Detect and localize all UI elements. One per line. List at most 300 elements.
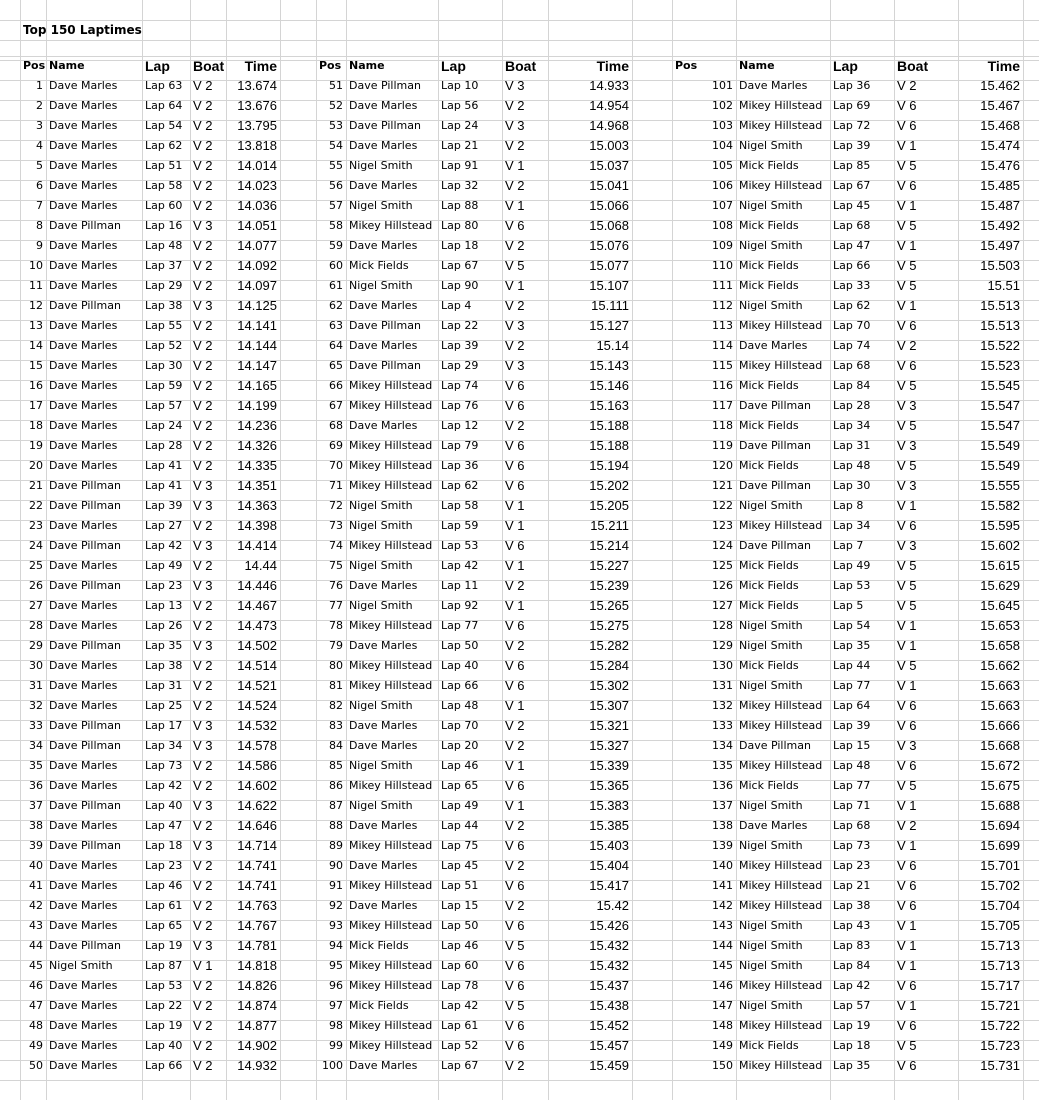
- pos-cell[interactable]: 81: [329, 679, 343, 692]
- pos-cell[interactable]: 44: [29, 939, 43, 952]
- pos-cell[interactable]: 97: [329, 999, 343, 1012]
- name-cell[interactable]: Mikey Hillstead: [739, 859, 823, 872]
- lap-cell[interactable]: Lap 77: [441, 619, 479, 632]
- pos-cell[interactable]: 21: [29, 479, 43, 492]
- time-cell[interactable]: 15.321: [589, 718, 629, 733]
- time-cell[interactable]: 15.163: [589, 398, 629, 413]
- name-cell[interactable]: Nigel Smith: [739, 239, 803, 252]
- name-cell[interactable]: Mick Fields: [739, 579, 799, 592]
- boat-cell[interactable]: V 1: [897, 638, 917, 653]
- time-cell[interactable]: 15.666: [980, 718, 1020, 733]
- lap-cell[interactable]: Lap 63: [145, 79, 183, 92]
- time-cell[interactable]: 15.462: [980, 78, 1020, 93]
- lap-cell[interactable]: Lap 45: [833, 199, 871, 212]
- time-cell[interactable]: 15.327: [589, 738, 629, 753]
- time-cell[interactable]: 14.473: [237, 618, 277, 633]
- lap-cell[interactable]: Lap 45: [441, 859, 479, 872]
- name-cell[interactable]: Dave Marles: [349, 299, 418, 312]
- lap-cell[interactable]: Lap 15: [833, 739, 871, 752]
- boat-cell[interactable]: V 1: [897, 238, 917, 253]
- pos-cell[interactable]: 18: [29, 419, 43, 432]
- lap-cell[interactable]: Lap 90: [441, 279, 479, 292]
- name-cell[interactable]: Dave Pillman: [49, 799, 121, 812]
- boat-cell[interactable]: V 1: [897, 298, 917, 313]
- pos-cell[interactable]: 60: [329, 259, 343, 272]
- name-cell[interactable]: Dave Marles: [49, 859, 118, 872]
- lap-cell[interactable]: Lap 52: [145, 339, 183, 352]
- name-cell[interactable]: Dave Marles: [49, 279, 118, 292]
- boat-cell[interactable]: V 2: [193, 198, 213, 213]
- name-cell[interactable]: Mick Fields: [349, 259, 409, 272]
- lap-cell[interactable]: Lap 69: [833, 99, 871, 112]
- name-cell[interactable]: Nigel Smith: [349, 199, 413, 212]
- pos-cell[interactable]: 37: [29, 799, 43, 812]
- boat-cell[interactable]: V 3: [897, 438, 917, 453]
- name-cell[interactable]: Dave Marles: [349, 99, 418, 112]
- name-cell[interactable]: Mick Fields: [739, 779, 799, 792]
- pos-cell[interactable]: 64: [329, 339, 343, 352]
- pos-cell[interactable]: 104: [712, 139, 733, 152]
- lap-cell[interactable]: Lap 49: [145, 559, 183, 572]
- boat-cell[interactable]: V 6: [897, 758, 917, 773]
- pos-cell[interactable]: 34: [29, 739, 43, 752]
- lap-cell[interactable]: Lap 47: [833, 239, 871, 252]
- lap-cell[interactable]: Lap 80: [441, 219, 479, 232]
- time-cell[interactable]: 14.023: [237, 178, 277, 193]
- time-cell[interactable]: 15.468: [980, 118, 1020, 133]
- time-cell[interactable]: 15.107: [589, 278, 629, 293]
- boat-cell[interactable]: V 2: [505, 818, 525, 833]
- time-cell[interactable]: 15.365: [589, 778, 629, 793]
- pos-cell[interactable]: 55: [329, 159, 343, 172]
- pos-cell[interactable]: 27: [29, 599, 43, 612]
- name-cell[interactable]: Dave Marles: [49, 699, 118, 712]
- header-lap[interactable]: Lap: [145, 58, 170, 74]
- time-cell[interactable]: 14.741: [237, 878, 277, 893]
- time-cell[interactable]: 15.602: [980, 538, 1020, 553]
- boat-cell[interactable]: V 6: [897, 1018, 917, 1033]
- time-cell[interactable]: 14.147: [237, 358, 277, 373]
- pos-cell[interactable]: 56: [329, 179, 343, 192]
- boat-cell[interactable]: V 5: [897, 598, 917, 613]
- time-cell[interactable]: 15.723: [980, 1038, 1020, 1053]
- time-cell[interactable]: 15.629: [980, 578, 1020, 593]
- time-cell[interactable]: 15.214: [589, 538, 629, 553]
- lap-cell[interactable]: Lap 40: [145, 799, 183, 812]
- time-cell[interactable]: 14.763: [237, 898, 277, 913]
- pos-cell[interactable]: 138: [712, 819, 733, 832]
- name-cell[interactable]: Dave Marles: [49, 679, 118, 692]
- boat-cell[interactable]: V 1: [897, 198, 917, 213]
- pos-cell[interactable]: 87: [329, 799, 343, 812]
- lap-cell[interactable]: Lap 53: [145, 979, 183, 992]
- time-cell[interactable]: 14.826: [237, 978, 277, 993]
- lap-cell[interactable]: Lap 22: [441, 319, 479, 332]
- name-cell[interactable]: Dave Marles: [49, 419, 118, 432]
- pos-cell[interactable]: 61: [329, 279, 343, 292]
- pos-cell[interactable]: 109: [712, 239, 733, 252]
- pos-cell[interactable]: 43: [29, 919, 43, 932]
- pos-cell[interactable]: 47: [29, 999, 43, 1012]
- name-cell[interactable]: Nigel Smith: [49, 959, 113, 972]
- lap-cell[interactable]: Lap 56: [441, 99, 479, 112]
- lap-cell[interactable]: Lap 84: [833, 379, 871, 392]
- boat-cell[interactable]: V 6: [897, 358, 917, 373]
- time-cell[interactable]: 15.713: [980, 958, 1020, 973]
- boat-cell[interactable]: V 1: [897, 838, 917, 853]
- time-cell[interactable]: 15.523: [980, 358, 1020, 373]
- lap-cell[interactable]: Lap 38: [833, 899, 871, 912]
- boat-cell[interactable]: V 3: [193, 638, 213, 653]
- name-cell[interactable]: Dave Marles: [349, 859, 418, 872]
- boat-cell[interactable]: V 6: [897, 1058, 917, 1073]
- name-cell[interactable]: Nigel Smith: [739, 799, 803, 812]
- pos-cell[interactable]: 101: [712, 79, 733, 92]
- lap-cell[interactable]: Lap 50: [441, 639, 479, 652]
- boat-cell[interactable]: V 3: [193, 498, 213, 513]
- lap-cell[interactable]: Lap 24: [441, 119, 479, 132]
- pos-cell[interactable]: 6: [36, 179, 43, 192]
- lap-cell[interactable]: Lap 42: [441, 999, 479, 1012]
- boat-cell[interactable]: V 2: [193, 78, 213, 93]
- name-cell[interactable]: Dave Marles: [49, 139, 118, 152]
- lap-cell[interactable]: Lap 46: [441, 939, 479, 952]
- lap-cell[interactable]: Lap 67: [441, 259, 479, 272]
- lap-cell[interactable]: Lap 53: [833, 579, 871, 592]
- time-cell[interactable]: 15.485: [980, 178, 1020, 193]
- time-cell[interactable]: 15.549: [980, 438, 1020, 453]
- name-cell[interactable]: Dave Marles: [49, 559, 118, 572]
- lap-cell[interactable]: Lap 44: [441, 819, 479, 832]
- name-cell[interactable]: Nigel Smith: [739, 959, 803, 972]
- time-cell[interactable]: 15.497: [980, 238, 1020, 253]
- name-cell[interactable]: Dave Marles: [739, 819, 808, 832]
- header-pos[interactable]: Pos: [23, 59, 46, 72]
- time-cell[interactable]: 14.236: [237, 418, 277, 433]
- header-name[interactable]: Name: [349, 59, 385, 72]
- name-cell[interactable]: Mick Fields: [739, 219, 799, 232]
- boat-cell[interactable]: V 2: [505, 98, 525, 113]
- time-cell[interactable]: 15.404: [589, 858, 629, 873]
- name-cell[interactable]: Dave Pillman: [49, 579, 121, 592]
- pos-cell[interactable]: 122: [712, 499, 733, 512]
- boat-cell[interactable]: V 3: [897, 478, 917, 493]
- lap-cell[interactable]: Lap 91: [441, 159, 479, 172]
- time-cell[interactable]: 15.467: [980, 98, 1020, 113]
- time-cell[interactable]: 14.741: [237, 858, 277, 873]
- name-cell[interactable]: Mikey Hillstead: [349, 539, 433, 552]
- pos-cell[interactable]: 78: [329, 619, 343, 632]
- lap-cell[interactable]: Lap 72: [833, 119, 871, 132]
- lap-cell[interactable]: Lap 57: [833, 999, 871, 1012]
- pos-cell[interactable]: 124: [712, 539, 733, 552]
- name-cell[interactable]: Mikey Hillstead: [739, 519, 823, 532]
- header-name[interactable]: Name: [739, 59, 775, 72]
- name-cell[interactable]: Dave Marles: [49, 1059, 118, 1072]
- name-cell[interactable]: Nigel Smith: [349, 799, 413, 812]
- time-cell[interactable]: 14.767: [237, 918, 277, 933]
- lap-cell[interactable]: Lap 58: [441, 499, 479, 512]
- pos-cell[interactable]: 11: [29, 279, 43, 292]
- lap-cell[interactable]: Lap 74: [833, 339, 871, 352]
- boat-cell[interactable]: V 2: [505, 898, 525, 913]
- pos-cell[interactable]: 29: [29, 639, 43, 652]
- name-cell[interactable]: Mikey Hillstead: [739, 1019, 823, 1032]
- lap-cell[interactable]: Lap 35: [145, 639, 183, 652]
- lap-cell[interactable]: Lap 35: [833, 1059, 871, 1072]
- boat-cell[interactable]: V 3: [897, 738, 917, 753]
- name-cell[interactable]: Dave Pillman: [349, 119, 421, 132]
- boat-cell[interactable]: V 3: [505, 78, 525, 93]
- name-cell[interactable]: Mick Fields: [349, 999, 409, 1012]
- boat-cell[interactable]: V 1: [505, 758, 525, 773]
- lap-cell[interactable]: Lap 42: [833, 979, 871, 992]
- boat-cell[interactable]: V 1: [897, 678, 917, 693]
- lap-cell[interactable]: Lap 44: [833, 659, 871, 672]
- time-cell[interactable]: 15.662: [980, 658, 1020, 673]
- lap-cell[interactable]: Lap 62: [833, 299, 871, 312]
- boat-cell[interactable]: V 5: [505, 998, 525, 1013]
- name-cell[interactable]: Dave Marles: [49, 439, 118, 452]
- pos-cell[interactable]: 137: [712, 799, 733, 812]
- lap-cell[interactable]: Lap 39: [145, 499, 183, 512]
- time-cell[interactable]: 15.645: [980, 598, 1020, 613]
- pos-cell[interactable]: 39: [29, 839, 43, 852]
- lap-cell[interactable]: Lap 68: [833, 219, 871, 232]
- time-cell[interactable]: 14.818: [237, 958, 277, 973]
- boat-cell[interactable]: V 5: [505, 258, 525, 273]
- pos-cell[interactable]: 25: [29, 559, 43, 572]
- lap-cell[interactable]: Lap 62: [145, 139, 183, 152]
- time-cell[interactable]: 14.125: [237, 298, 277, 313]
- name-cell[interactable]: Nigel Smith: [739, 919, 803, 932]
- lap-cell[interactable]: Lap 24: [145, 419, 183, 432]
- boat-cell[interactable]: V 6: [505, 1038, 525, 1053]
- boat-cell[interactable]: V 2: [193, 438, 213, 453]
- name-cell[interactable]: Mikey Hillstead: [349, 979, 433, 992]
- boat-cell[interactable]: V 6: [505, 878, 525, 893]
- time-cell[interactable]: 15.721: [980, 998, 1020, 1013]
- boat-cell[interactable]: V 2: [193, 918, 213, 933]
- pos-cell[interactable]: 35: [29, 759, 43, 772]
- pos-cell[interactable]: 46: [29, 979, 43, 992]
- lap-cell[interactable]: Lap 58: [145, 179, 183, 192]
- time-cell[interactable]: 15.457: [589, 1038, 629, 1053]
- name-cell[interactable]: Nigel Smith: [739, 299, 803, 312]
- lap-cell[interactable]: Lap 16: [145, 219, 183, 232]
- time-cell[interactable]: 15.188: [589, 438, 629, 453]
- boat-cell[interactable]: V 6: [505, 458, 525, 473]
- lap-cell[interactable]: Lap 40: [145, 1039, 183, 1052]
- time-cell[interactable]: 15.202: [589, 478, 629, 493]
- lap-cell[interactable]: Lap 36: [833, 79, 871, 92]
- lap-cell[interactable]: Lap 20: [441, 739, 479, 752]
- pos-cell[interactable]: 133: [712, 719, 733, 732]
- time-cell[interactable]: 14.351: [237, 478, 277, 493]
- name-cell[interactable]: Nigel Smith: [349, 759, 413, 772]
- boat-cell[interactable]: V 3: [193, 538, 213, 553]
- lap-cell[interactable]: Lap 22: [145, 999, 183, 1012]
- name-cell[interactable]: Dave Pillman: [349, 79, 421, 92]
- header-time[interactable]: Time: [596, 58, 629, 74]
- boat-cell[interactable]: V 2: [193, 1038, 213, 1053]
- time-cell[interactable]: 14.398: [237, 518, 277, 533]
- name-cell[interactable]: Dave Marles: [49, 399, 118, 412]
- boat-cell[interactable]: V 1: [505, 558, 525, 573]
- boat-cell[interactable]: V 2: [193, 758, 213, 773]
- boat-cell[interactable]: V 1: [897, 498, 917, 513]
- time-cell[interactable]: 14.502: [237, 638, 277, 653]
- pos-cell[interactable]: 16: [29, 379, 43, 392]
- time-cell[interactable]: 14.532: [237, 718, 277, 733]
- boat-cell[interactable]: V 6: [505, 918, 525, 933]
- boat-cell[interactable]: V 5: [897, 458, 917, 473]
- pos-cell[interactable]: 105: [712, 159, 733, 172]
- lap-cell[interactable]: Lap 71: [833, 799, 871, 812]
- time-cell[interactable]: 15.492: [980, 218, 1020, 233]
- sheet-title[interactable]: Top 150 Laptimes: [23, 23, 142, 37]
- time-cell[interactable]: 15.437: [589, 978, 629, 993]
- pos-cell[interactable]: 12: [29, 299, 43, 312]
- time-cell[interactable]: 14.097: [237, 278, 277, 293]
- time-cell[interactable]: 15.503: [980, 258, 1020, 273]
- lap-cell[interactable]: Lap 23: [145, 859, 183, 872]
- name-cell[interactable]: Mikey Hillstead: [349, 399, 433, 412]
- pos-cell[interactable]: 75: [329, 559, 343, 572]
- boat-cell[interactable]: V 2: [193, 858, 213, 873]
- time-cell[interactable]: 15.403: [589, 838, 629, 853]
- pos-cell[interactable]: 98: [329, 1019, 343, 1032]
- time-cell[interactable]: 15.699: [980, 838, 1020, 853]
- time-cell[interactable]: 15.426: [589, 918, 629, 933]
- name-cell[interactable]: Dave Marles: [49, 99, 118, 112]
- lap-cell[interactable]: Lap 30: [833, 479, 871, 492]
- name-cell[interactable]: Mikey Hillstead: [739, 359, 823, 372]
- boat-cell[interactable]: V 5: [897, 378, 917, 393]
- time-cell[interactable]: 15.51: [987, 278, 1020, 293]
- lap-cell[interactable]: Lap 70: [441, 719, 479, 732]
- time-cell[interactable]: 15.205: [589, 498, 629, 513]
- time-cell[interactable]: 15.432: [589, 938, 629, 953]
- boat-cell[interactable]: V 1: [897, 798, 917, 813]
- name-cell[interactable]: Dave Marles: [349, 639, 418, 652]
- lap-cell[interactable]: Lap 23: [145, 579, 183, 592]
- boat-cell[interactable]: V 2: [505, 858, 525, 873]
- time-cell[interactable]: 14.586: [237, 758, 277, 773]
- boat-cell[interactable]: V 1: [505, 598, 525, 613]
- pos-cell[interactable]: 19: [29, 439, 43, 452]
- pos-cell[interactable]: 45: [29, 959, 43, 972]
- boat-cell[interactable]: V 3: [193, 478, 213, 493]
- pos-cell[interactable]: 142: [712, 899, 733, 912]
- boat-cell[interactable]: V 2: [897, 78, 917, 93]
- name-cell[interactable]: Mikey Hillstead: [739, 719, 823, 732]
- lap-cell[interactable]: Lap 38: [145, 659, 183, 672]
- pos-cell[interactable]: 48: [29, 1019, 43, 1032]
- header-boat[interactable]: Boat: [897, 58, 929, 74]
- pos-cell[interactable]: 17: [29, 399, 43, 412]
- boat-cell[interactable]: V 6: [505, 378, 525, 393]
- lap-cell[interactable]: Lap 92: [441, 599, 479, 612]
- lap-cell[interactable]: Lap 66: [145, 1059, 183, 1072]
- time-cell[interactable]: 15.211: [590, 518, 629, 533]
- boat-cell[interactable]: V 2: [193, 698, 213, 713]
- boat-cell[interactable]: V 2: [193, 178, 213, 193]
- lap-cell[interactable]: Lap 31: [833, 439, 871, 452]
- pos-cell[interactable]: 111: [712, 279, 733, 292]
- name-cell[interactable]: Mikey Hillstead: [349, 659, 433, 672]
- lap-cell[interactable]: Lap 62: [441, 479, 479, 492]
- pos-cell[interactable]: 20: [29, 459, 43, 472]
- time-cell[interactable]: 15.668: [980, 738, 1020, 753]
- name-cell[interactable]: Dave Marles: [49, 319, 118, 332]
- boat-cell[interactable]: V 2: [193, 1018, 213, 1033]
- time-cell[interactable]: 15.037: [589, 158, 629, 173]
- lap-cell[interactable]: Lap 68: [833, 359, 871, 372]
- boat-cell[interactable]: V 2: [193, 418, 213, 433]
- time-cell[interactable]: 14.968: [589, 118, 629, 133]
- boat-cell[interactable]: V 1: [897, 618, 917, 633]
- pos-cell[interactable]: 9: [36, 239, 43, 252]
- lap-cell[interactable]: Lap 54: [145, 119, 183, 132]
- boat-cell[interactable]: V 2: [193, 998, 213, 1013]
- pos-cell[interactable]: 76: [329, 579, 343, 592]
- pos-cell[interactable]: 99: [329, 1039, 343, 1052]
- lap-cell[interactable]: Lap 73: [833, 839, 871, 852]
- lap-cell[interactable]: Lap 61: [145, 899, 183, 912]
- pos-cell[interactable]: 80: [329, 659, 343, 672]
- name-cell[interactable]: Mikey Hillstead: [349, 1039, 433, 1052]
- boat-cell[interactable]: V 6: [505, 398, 525, 413]
- boat-cell[interactable]: V 2: [193, 158, 213, 173]
- boat-cell[interactable]: V 6: [897, 978, 917, 993]
- lap-cell[interactable]: Lap 31: [145, 679, 183, 692]
- time-cell[interactable]: 15.14: [596, 338, 629, 353]
- name-cell[interactable]: Dave Pillman: [49, 939, 121, 952]
- time-cell[interactable]: 14.602: [237, 778, 277, 793]
- pos-cell[interactable]: 31: [29, 679, 43, 692]
- pos-cell[interactable]: 148: [712, 1019, 733, 1032]
- time-cell[interactable]: 15.672: [980, 758, 1020, 773]
- pos-cell[interactable]: 50: [29, 1059, 43, 1072]
- name-cell[interactable]: Dave Marles: [49, 999, 118, 1012]
- time-cell[interactable]: 15.702: [980, 878, 1020, 893]
- name-cell[interactable]: Dave Marles: [349, 719, 418, 732]
- time-cell[interactable]: 15.383: [589, 798, 629, 813]
- time-cell[interactable]: 15.547: [980, 398, 1020, 413]
- time-cell[interactable]: 14.877: [237, 1018, 277, 1033]
- lap-cell[interactable]: Lap 18: [145, 839, 183, 852]
- lap-cell[interactable]: Lap 60: [441, 959, 479, 972]
- header-lap[interactable]: Lap: [441, 58, 466, 74]
- name-cell[interactable]: Dave Marles: [49, 199, 118, 212]
- boat-cell[interactable]: V 1: [897, 998, 917, 1013]
- lap-cell[interactable]: Lap 8: [833, 499, 864, 512]
- lap-cell[interactable]: Lap 30: [145, 359, 183, 372]
- lap-cell[interactable]: Lap 51: [441, 879, 479, 892]
- lap-cell[interactable]: Lap 48: [833, 459, 871, 472]
- boat-cell[interactable]: V 2: [505, 638, 525, 653]
- name-cell[interactable]: Dave Pillman: [49, 639, 121, 652]
- lap-cell[interactable]: Lap 83: [833, 939, 871, 952]
- lap-cell[interactable]: Lap 28: [145, 439, 183, 452]
- pos-cell[interactable]: 119: [712, 439, 733, 452]
- name-cell[interactable]: Dave Pillman: [739, 439, 811, 452]
- pos-cell[interactable]: 114: [712, 339, 733, 352]
- time-cell[interactable]: 15.42: [596, 898, 629, 913]
- pos-cell[interactable]: 131: [712, 679, 733, 692]
- name-cell[interactable]: Dave Pillman: [349, 359, 421, 372]
